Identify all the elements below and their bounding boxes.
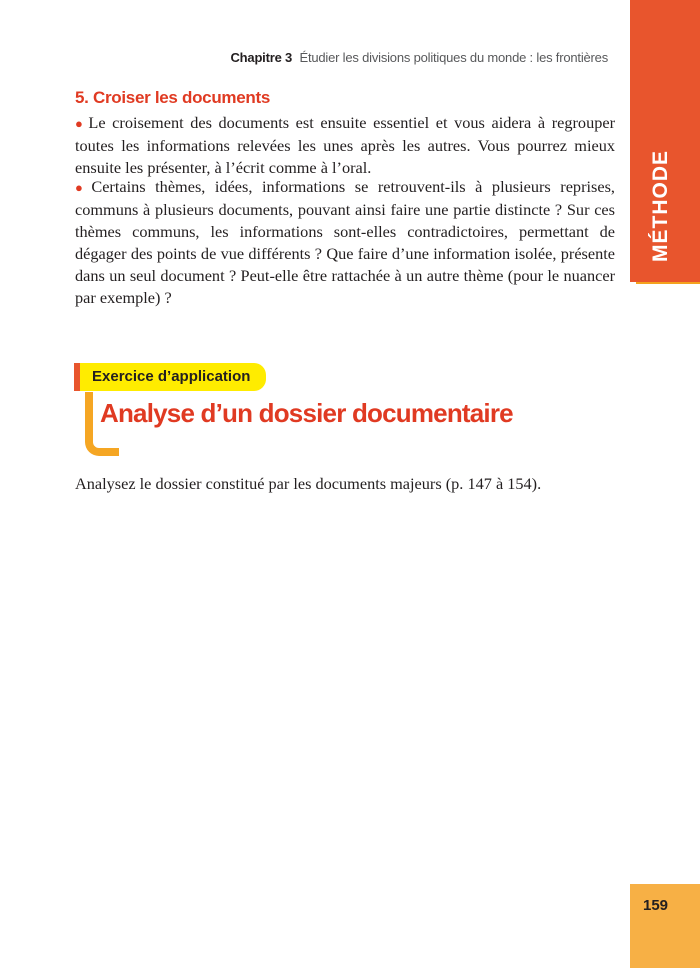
exercise-badge: Exercice d’application	[74, 363, 266, 391]
chapter-label: Chapitre 3	[230, 50, 293, 65]
paragraph-text: Certains thèmes, idées, informations se retrouvent-ils à plusieurs reprises, communs à plusieurs documents, pouvant ainsi faire une partie distincte ? Sur ces thèmes communs, les informations sont-elles contradictoires, permettant de dégager des points de vue différents ? Que faire d’une information isolée, présente dans un seul document ? Peut-elle être rattachée à un autre thème (pour le nuancer par exemple) ?	[75, 177, 615, 307]
paragraph	[75, 112, 615, 179]
paragraph	[75, 176, 615, 309]
bullet-icon: ●	[75, 116, 86, 131]
exercise-title: Analyse d’un dossier documentaire	[100, 398, 513, 428]
section-title: 5. Croiser les documents	[75, 88, 270, 107]
page-number: 159	[643, 897, 669, 914]
paragraph-text: Le croisement des documents est ensuite essentiel et vous aidera à regrouper toutes les informations relevées les unes après les autres. Vous pourrez mieux ensuite les présenter, à l’écrit comme à l’oral.	[75, 113, 615, 177]
side-tab-label: MÉTHODE	[649, 150, 672, 262]
bullet-icon: ●	[75, 180, 89, 195]
running-header	[230, 50, 608, 65]
chapter-title: Étudier les divisions politiques du monde : les frontières	[299, 50, 608, 65]
exercise-instruction: Analysez le dossier constitué par les documents majeurs (p. 147 à 154).	[75, 474, 542, 493]
